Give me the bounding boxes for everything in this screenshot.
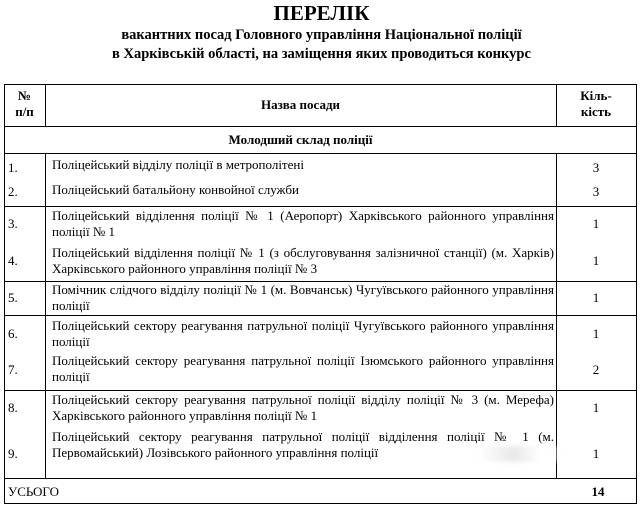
row-number: 8. [8, 400, 18, 415]
row-number: 9. [8, 446, 18, 461]
row-position-name: Поліцейський сектору реагування патрульної поліції Чугуївського районного управління поліції [52, 318, 554, 349]
document-title: ПЕРЕЛІК [273, 1, 370, 25]
row-number: 7. [8, 362, 18, 377]
row-position-name: Поліцейський сектору реагування патрульної поліції відділення поліції № 1 (м. Первомайський) Лозівського районного управління поліції [52, 429, 554, 460]
row-quantity: 3 [592, 184, 600, 199]
row-position-name: Поліцейський відділення поліції № 1 (Аеропорт) Харківського районного управління поліції № 1 [52, 208, 554, 239]
header-number-line1: № [17, 88, 32, 103]
row-position-name: Поліцейський сектору реагування патрульної поліції Ізюмського районного управління поліції [52, 353, 554, 384]
row-number: 5. [8, 290, 18, 305]
total-label: УСЬОГО [8, 484, 59, 499]
row-quantity: 1 [592, 400, 600, 415]
row-number: 1. [8, 160, 18, 175]
header-quantity-line2: кість [580, 104, 612, 119]
scan-smudge [478, 446, 568, 462]
row-position-name: Помічник слідчого відділу поліції № 1 (м. Вовчанськ) Чугуївського районного управління поліції [52, 282, 554, 313]
row-quantity: 1 [592, 253, 600, 268]
row-position-name: Поліцейський сектору реагування патрульної поліції відділу поліції № 3 (м. Мерефа) Харківського районного управління поліції № 1 [52, 392, 554, 423]
header-quantity-line1: Кіль- [580, 88, 612, 103]
header-number-line2: п/п [15, 104, 34, 119]
row-number: 2. [8, 184, 18, 199]
row-number: 3. [8, 216, 18, 231]
document-subtitle-line1: вакантних посад Головного управління Національної поліції [121, 27, 522, 43]
total-value: 14 [591, 484, 605, 499]
row-quantity: 2 [592, 362, 600, 377]
row-quantity: 1 [592, 446, 600, 461]
document-subtitle-line2: в Харківській області, на заміщення яких проводиться конкурс [112, 46, 531, 62]
row-quantity: 1 [592, 326, 600, 341]
row-quantity: 1 [592, 216, 600, 231]
row-quantity: 3 [592, 160, 600, 175]
row-position-name: Поліцейський відділу поліції в метрополітені [52, 157, 304, 172]
section-heading: Молодший склад поліції [228, 132, 373, 147]
row-position-name: Поліцейський батальйону конвойної служби [52, 182, 299, 197]
row-position-name: Поліцейський відділення поліції № 1 (з обслуговування залізничної станції) (м. Харків) Харківського районного управління поліції № 3 [52, 245, 554, 276]
row-quantity: 1 [592, 290, 600, 305]
row-number: 4. [8, 253, 18, 268]
header-position-name: Назва посади [260, 97, 341, 112]
row-number: 6. [8, 326, 18, 341]
